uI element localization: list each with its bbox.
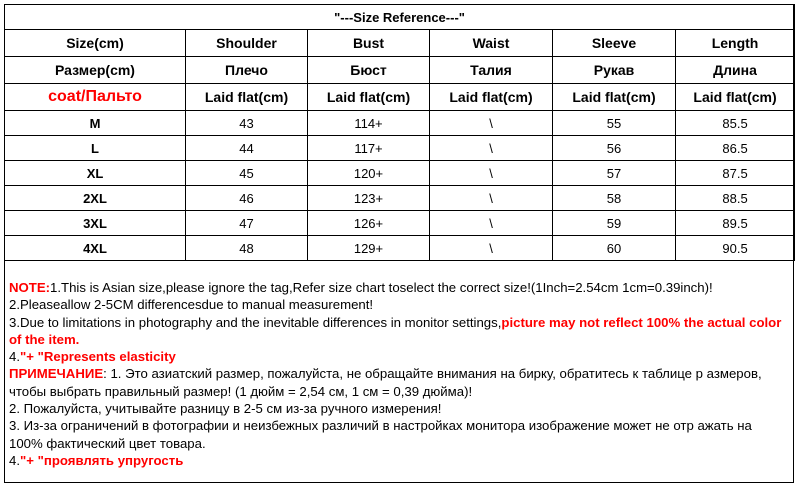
measure-value: 90.5 (676, 236, 795, 261)
header-en-cell: Sleeve (553, 30, 676, 57)
header-ru-cell: Талия (430, 57, 553, 84)
measure-value: 56 (553, 136, 676, 161)
measure-value: 129+ (308, 236, 430, 261)
size-table (4, 4, 795, 261)
table-title: "---Size Reference---" (5, 5, 795, 30)
measure-value: 57 (553, 161, 676, 186)
header-en-cell: Waist (430, 30, 553, 57)
header-ru-cell: Размер(cm) (5, 57, 186, 84)
note-4: 4."+ "Represents elasticity (9, 349, 176, 365)
header-ru-cell: Плечо (186, 57, 308, 84)
header-en-cell: Shoulder (186, 30, 308, 57)
measure-cell: Laid flat(cm) (186, 84, 308, 111)
measure-cell: Laid flat(cm) (430, 84, 553, 111)
header-en-cell: Size(cm) (5, 30, 186, 57)
size-label: 4XL (5, 236, 186, 261)
size-label: 3XL (5, 211, 186, 236)
size-chart (4, 4, 794, 483)
measure-value: 43 (186, 111, 308, 136)
table-row (5, 161, 795, 186)
note-label: NOTE: (9, 280, 51, 295)
measure-value: 123+ (308, 186, 430, 211)
header-en-cell: Length (676, 30, 795, 57)
measure-value: 86.5 (676, 136, 795, 161)
table-row (5, 186, 795, 211)
note-ru-3: 3. Из-за ограничений в фотографии и неизбежных различий в настройках монитора изображение может не отр ажать на 100% фактический цвет товара. (9, 418, 752, 451)
note-ru-2: 2. Пожалуйста, учитывайте разницу в 2-5 см из-за ручного измерения! (9, 401, 442, 417)
size-label: L (5, 136, 186, 161)
header-ru-cell: Рукав (553, 57, 676, 84)
table-row (5, 236, 795, 261)
measure-value: 117+ (308, 136, 430, 161)
measure-value: 87.5 (676, 161, 795, 186)
measure-cell: coat/Пальто (5, 84, 186, 111)
measure-value: 58 (553, 186, 676, 211)
note-3: 3.Due to limitations in photography and the inevitable differences in monitor settings,picture may not reflect 100% the actual color of the item. (9, 314, 782, 347)
table-row (5, 111, 795, 136)
measure-value: 120+ (308, 161, 430, 186)
measure-value: 114+ (308, 111, 430, 136)
header-row-english (5, 30, 795, 57)
measure-value: 89.5 (676, 211, 795, 236)
measure-value: 48 (186, 236, 308, 261)
measure-value: 126+ (308, 211, 430, 236)
measure-value: 44 (186, 136, 308, 161)
measure-value: 45 (186, 161, 308, 186)
measure-cell: Laid flat(cm) (676, 84, 795, 111)
measure-cell: Laid flat(cm) (308, 84, 430, 111)
header-ru-cell: Длина (676, 57, 795, 84)
measure-value: \ (430, 111, 553, 136)
header-row-russian (5, 57, 795, 84)
measure-type-row (5, 84, 795, 111)
measure-value: 46 (186, 186, 308, 211)
measure-value: \ (430, 136, 553, 161)
measure-cell: Laid flat(cm) (553, 84, 676, 111)
notes-block (5, 277, 793, 469)
measure-value: 85.5 (676, 111, 795, 136)
note-ru-4: 4."+ "проявлять упругость (9, 452, 184, 468)
measure-value: \ (430, 161, 553, 186)
note-1: NOTE:1.This is Asian size,please ignore the tag,Refer size chart toselect the correct size!(1Inch=2.54cm 1cm=0.39inch)! (9, 280, 713, 295)
header-en-cell: Bust (308, 30, 430, 57)
measure-value: \ (430, 211, 553, 236)
note-2: 2.Pleaseallow 2-5CM differencesdue to manual measurement! (9, 297, 374, 313)
measure-value: \ (430, 186, 553, 211)
measure-value: 60 (553, 236, 676, 261)
measure-value: 55 (553, 111, 676, 136)
measure-value: 59 (553, 211, 676, 236)
note-ru-1: ПРИМЕЧАНИЕ: 1. Это азиатский размер, пожалуйста, не обращайте внимания на бирку, обратитесь к таблице р азмеров, чтобы выбрать правильный размер! (1 дюйм = 2,54 см, 1 см = 0,39 дюйма)! (9, 366, 762, 399)
measure-value: 88.5 (676, 186, 795, 211)
header-ru-cell: Бюст (308, 57, 430, 84)
measure-value: 47 (186, 211, 308, 236)
size-label: XL (5, 161, 186, 186)
table-row (5, 136, 795, 161)
table-row (5, 211, 795, 236)
size-label: 2XL (5, 186, 186, 211)
size-label: M (5, 111, 186, 136)
measure-value: \ (430, 236, 553, 261)
